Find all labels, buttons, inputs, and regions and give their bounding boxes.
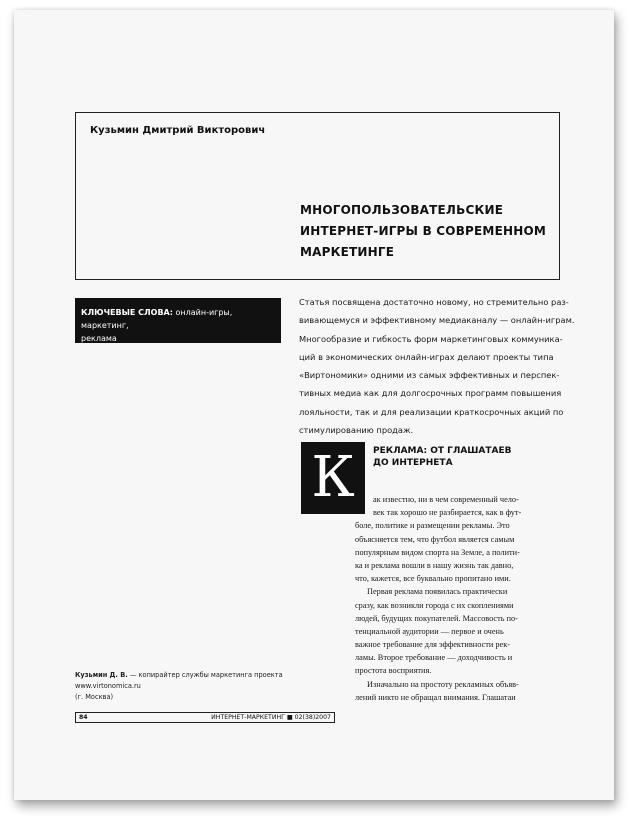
body-line: важное требование для эффективности рек- bbox=[355, 640, 511, 650]
body-line: боле, политике и размещении рекламы. Это bbox=[355, 521, 510, 531]
section-heading-line: ДО ИНТЕРНЕТА bbox=[373, 458, 453, 468]
body-line: лений никто не обращал внимания. Глашатаи bbox=[355, 692, 516, 702]
page-number: 84 bbox=[79, 714, 88, 721]
section-heading bbox=[373, 445, 512, 469]
keywords-label: КЛЮЧЕВЫЕ СЛОВА: bbox=[81, 308, 173, 317]
body-line: простота восприятия. bbox=[355, 666, 432, 676]
body-line: что, кажется, все буквально пропитано ими. bbox=[355, 574, 511, 584]
page-footer bbox=[75, 712, 335, 723]
keywords-text: реклама bbox=[81, 334, 117, 343]
abstract-line: вивающемуся и эффективному медиаканалу — онлайн-играм. bbox=[299, 315, 575, 326]
article-title bbox=[300, 200, 550, 263]
abstract-line: ций в экономических онлайн-играх делают проекты типа bbox=[299, 351, 554, 362]
abstract-line: «Виртономики» одними из самых эффективных и перспек- bbox=[299, 370, 560, 381]
title-line: МНОГОПОЛЬЗОВАТЕЛЬСКИЕ bbox=[300, 203, 504, 217]
body-line: ак известно, ни в чем современный чело- bbox=[373, 495, 519, 504]
section-heading-line: РЕКЛАМА: ОТ ГЛАШАТАЕВ bbox=[373, 446, 512, 456]
keywords-text: онлайн-игры, маркетинг, bbox=[81, 308, 233, 330]
bio-text: — копирайтер службы маркетинга проекта www.virtonomica.ru bbox=[75, 671, 283, 690]
body-line: Изначально на простоту рекламных объяв- bbox=[367, 679, 519, 689]
journal-issue: ИНТЕРНЕТ-МАРКЕТИНГ ■ 02(38)2007 bbox=[211, 714, 331, 721]
body-line: Первая реклама появилась практически bbox=[367, 587, 508, 597]
body-line: тенциальной аудитории — первое и очень bbox=[355, 626, 504, 636]
title-line: МАРКЕТИНГЕ bbox=[300, 245, 395, 259]
bio-city: (г. Москва) bbox=[75, 693, 114, 701]
body-line: ка и реклама вошли в нашу жизнь так давно, bbox=[355, 560, 514, 570]
author-bio bbox=[75, 670, 335, 703]
abstract-line: Статья посвящена достаточно новому, но стремительно раз- bbox=[299, 297, 569, 307]
drop-cap: К bbox=[301, 442, 365, 514]
abstract bbox=[299, 293, 575, 439]
body-line: объясняется тем, что футбол является самым bbox=[355, 534, 515, 544]
keywords-box bbox=[75, 298, 281, 343]
body-line: популярным видом спорта на Земле, а полити- bbox=[355, 547, 520, 557]
body-text bbox=[355, 493, 561, 704]
abstract-line: тивных медиа как для долгосрочных программ повышения bbox=[299, 388, 562, 399]
body-line: век так хорошо не разбирается, как в фут- bbox=[373, 508, 522, 518]
abstract-line: лояльности, так и для реализации краткосрочных акций по bbox=[299, 406, 564, 417]
title-line: ИНТЕРНЕТ-ИГРЫ В СОВРЕМЕННОМ bbox=[300, 224, 547, 238]
author-name: Кузьмин Дмитрий Викторович bbox=[90, 125, 266, 136]
body-line: ламы. Второе требование — доходчивость и bbox=[355, 653, 513, 663]
abstract-line: Многообразие и гибкость форм маркетинговых коммуника- bbox=[299, 333, 563, 344]
bio-name: Кузьмин Д. В. bbox=[75, 671, 128, 679]
abstract-line: стимулированию продаж. bbox=[299, 425, 414, 436]
body-line: сразу, как возникли города с их скоплениями bbox=[355, 600, 514, 610]
body-line: людей, будущих покупателей. Массовость по- bbox=[355, 613, 518, 623]
